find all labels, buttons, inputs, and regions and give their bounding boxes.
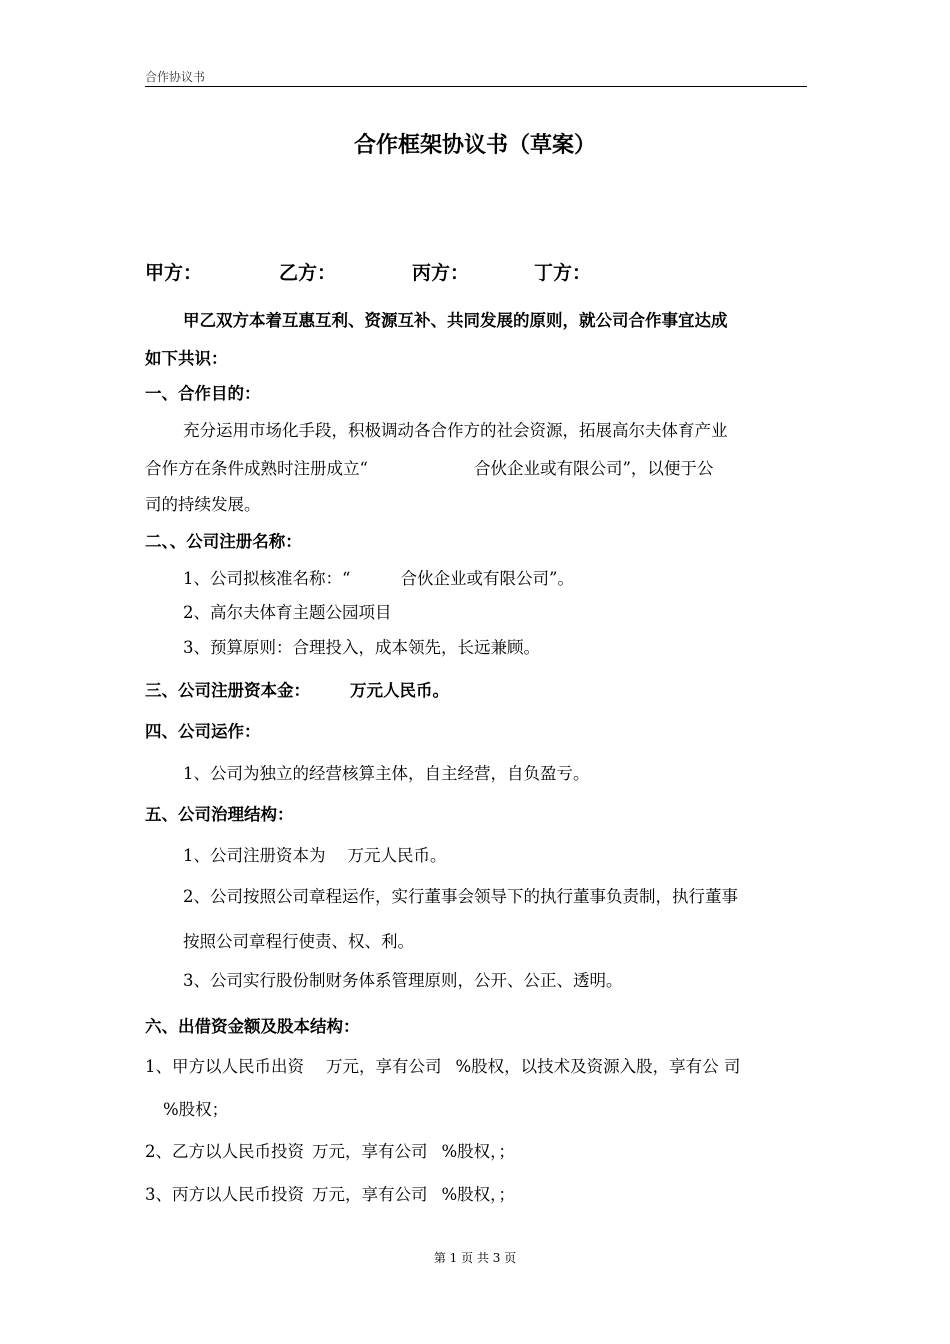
section-6-item-2-c: %股权，； (441, 1142, 515, 1161)
section-6-item-3-c: %股权，； (441, 1185, 515, 1204)
section-1-line-1: 充分运用市场化手段，积极调动各合作方的社会资源，拓展高尔夫体育产业 (183, 421, 728, 440)
document-title: 合作框架协议书（草案） (353, 133, 596, 158)
parties-row (0, 258, 950, 286)
section-1-line-2-end: 合伙企业或有限公司”，以便于公 (473, 459, 714, 478)
section-6-item-3 (145, 1181, 515, 1205)
party-c-label: 丙方： (412, 262, 470, 284)
section-5-item-1 (183, 842, 447, 866)
section-3-label: 三、公司注册资本金： (145, 681, 310, 700)
section-6-item-2-b: 万元，享有公司 (312, 1142, 428, 1161)
running-header: 合作协议书 (145, 70, 206, 84)
section-4-heading: 四、公司运作： (145, 722, 261, 741)
section-1-heading: 一、合作目的： (145, 384, 261, 403)
section-6-item-1-a: 1、甲方以人民币出资 (145, 1057, 304, 1076)
section-5-item-1-end: 万元人民币。 (347, 846, 447, 865)
section-1-line-2-start: 合作方在条件成熟时注册成立“ (145, 459, 368, 478)
party-b-label: 乙方： (279, 262, 337, 284)
header-rule (145, 86, 807, 87)
intro-line-2: 如下共识： (145, 349, 228, 368)
section-4-item-1: 1、公司为独立的经营核算主体，自主经营，自负盈亏。 (183, 764, 590, 783)
section-5-item-1-start: 1、公司注册资本为 (183, 846, 326, 865)
section-2-heading: 二、、公司注册名称： (145, 532, 302, 551)
section-6-item-1-cont: %股权； (163, 1100, 229, 1119)
section-5-heading: 五、公司治理结构： (145, 805, 294, 824)
section-3-value: 万元人民币。 (350, 681, 449, 700)
section-6-item-1-c: %股权，以技术及资源入股，享有公 司 (455, 1057, 741, 1076)
section-6-item-3-a: 3、丙方以人民币投资 (145, 1185, 304, 1204)
section-6-item-1-b: 万元，享有公司 (326, 1057, 442, 1076)
party-a-label: 甲方： (145, 262, 203, 284)
page-footer: 第 1 页 共 3 页 (433, 1251, 517, 1265)
party-d-label: 丁方： (534, 262, 592, 284)
section-2-item-3: 3、预算原则：合理投入，成本领先，长远兼顾。 (183, 638, 540, 657)
section-5-item-2: 2、公司按照公司章程运作，实行董事会领导下的执行董事负责制，执行董事 (183, 887, 738, 906)
section-6-item-2-a: 2、乙方以人民币投资 (145, 1142, 304, 1161)
section-2-item-1 (183, 565, 574, 589)
section-6-item-1 (145, 1053, 740, 1077)
section-2-item-2: 2、高尔夫体育主题公园项目 (183, 603, 392, 622)
section-1-line-2 (145, 455, 713, 479)
section-2-item-1-start: 1、公司拟核准名称：“ (183, 569, 351, 588)
section-2-item-1-end: 合伙企业或有限公司”。 (400, 569, 574, 588)
section-1-line-3: 司的持续发展。 (145, 495, 261, 514)
intro-line-1: 甲乙双方本着互惠互利、资源互补、共同发展的原则，就公司合作事宜达成 (183, 311, 728, 330)
section-5-item-2-cont: 按照公司章程行使责、权、利。 (183, 932, 414, 951)
section-5-item-3: 3、公司实行股份制财务体系管理原则，公开、公正、透明。 (183, 971, 623, 990)
section-3-heading (145, 677, 449, 701)
section-6-item-2 (145, 1138, 515, 1162)
section-6-item-3-b: 万元，享有公司 (312, 1185, 428, 1204)
section-6-heading: 六、出借资金额及股本结构： (145, 1017, 360, 1036)
